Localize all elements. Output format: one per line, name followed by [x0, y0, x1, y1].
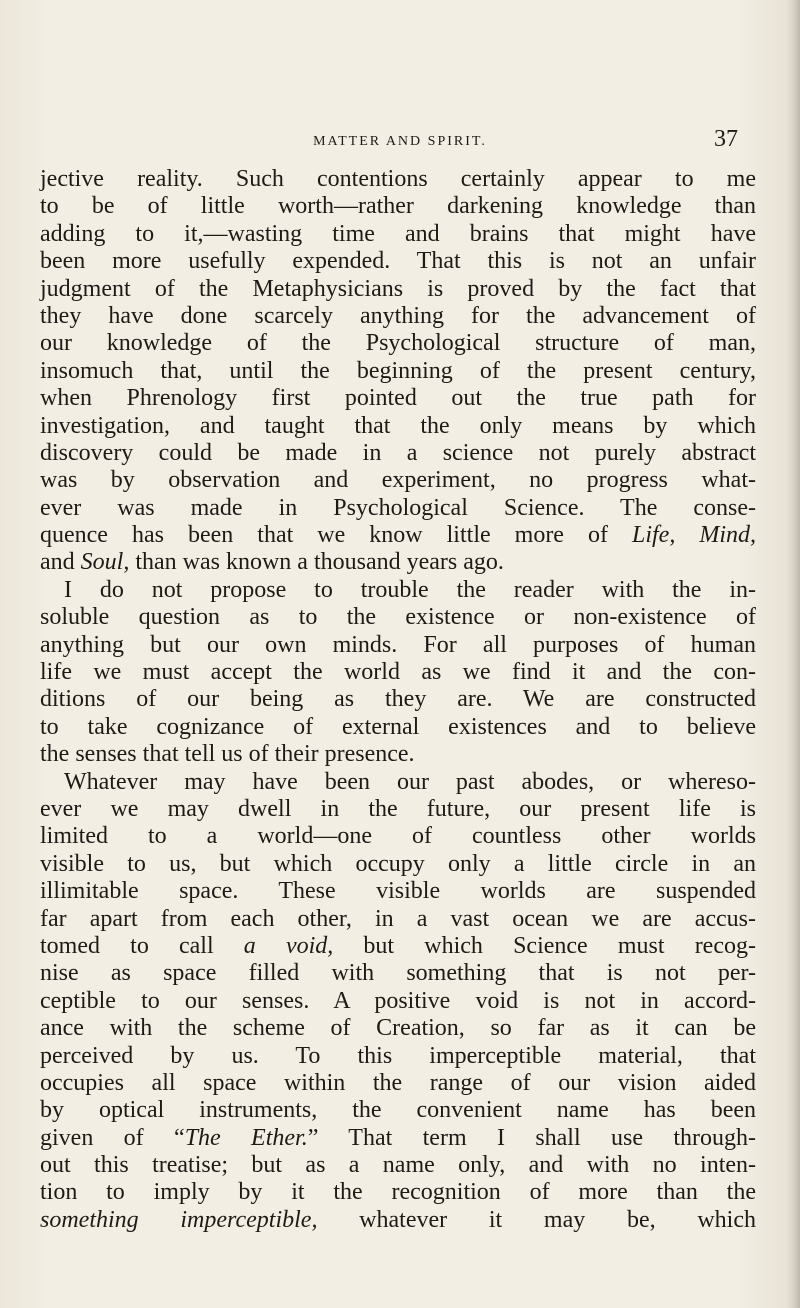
text-line: ance with the scheme of Creation, so far as it can be: [40, 1015, 756, 1042]
page-number: 37: [714, 126, 738, 152]
text-line: to be of little worth—rather darkening knowledge than: [40, 193, 756, 220]
italic-text: Soul,: [80, 549, 130, 576]
text-line: to take cognizance of external existences and to believe: [40, 713, 756, 740]
text-line: adding to it,—wasting time and brains that might have: [40, 220, 756, 247]
text-line: nise as space filled with something that is not per-: [40, 960, 756, 987]
text-line: limited to a world—one of countless other worlds: [40, 823, 756, 850]
text-line: insomuch that, until the beginning of the present century,: [40, 357, 756, 384]
italic-text: something imperceptible,: [40, 1206, 318, 1233]
text-line: tion to imply by it the recognition of more than the: [40, 1179, 756, 1206]
text-line: ever we may dwell in the future, our present life is: [40, 795, 756, 822]
text-line: tomed to call a void, but which Science must recog-: [40, 932, 756, 959]
text-line: was by observation and experiment, no progress what-: [40, 467, 756, 494]
text-line: visible to us, but which occupy only a little circle in an: [40, 850, 756, 877]
text-line: far apart from each other, in a vast ocean we are accus-: [40, 905, 756, 932]
running-title: MATTER AND SPIRIT.: [313, 134, 487, 149]
running-head: [60, 126, 740, 156]
text-line: something imperceptible, whatever it may be, which: [40, 1206, 756, 1233]
text-line: they have done scarcely anything for the advancement of: [40, 302, 756, 329]
body-text: [40, 166, 756, 1234]
text-line: ceptible to our senses. A positive void is not in accord-: [40, 987, 756, 1014]
text-line: ditions of our being as they are. We are constructed: [40, 686, 756, 713]
italic-text: The Ether.: [184, 1124, 308, 1151]
text-line: anything but our own minds. For all purposes of human: [40, 631, 756, 658]
text-line: by optical instruments, the convenient name has been: [40, 1097, 756, 1124]
text-line: investigation, and taught that the only means by which: [40, 412, 756, 439]
text-line: judgment of the Metaphysicians is proved by the fact that: [40, 275, 756, 302]
text-line: given of “The Ether.” That term I shall use through-: [40, 1124, 756, 1151]
text-line: our knowledge of the Psychological structure of man,: [40, 330, 756, 357]
text-line: life we must accept the world as we find it and the con-: [40, 659, 756, 686]
text-line: jective reality. Such contentions certainly appear to me: [40, 166, 756, 192]
page-edge-shadow: [786, 0, 800, 1308]
text-line: perceived by us. To this imperceptible material, that: [40, 1042, 756, 1069]
text-line: and Soul, than was known a thousand years ago.: [40, 549, 504, 576]
text-line: Whatever may have been our past abodes, or whereso-: [64, 768, 756, 795]
text-line: ever was made in Psychological Science. The conse-: [40, 494, 756, 521]
text-line: occupies all space within the range of our vision aided: [40, 1069, 756, 1096]
italic-text: a void,: [243, 932, 334, 959]
text-line: discovery could be made in a science not purely abstract: [40, 439, 756, 466]
text-line: I do not propose to trouble the reader with the in-: [64, 576, 756, 603]
text-line: the senses that tell us of their presence.: [40, 741, 415, 768]
text-line: soluble question as to the existence or non-existence of: [40, 604, 756, 631]
text-line: out this treatise; but as a name only, and with no inten-: [40, 1152, 756, 1179]
text-line: illimitable space. These visible worlds are suspended: [40, 878, 756, 905]
italic-text: Life, Mind,: [631, 522, 756, 549]
text-line: when Phrenology first pointed out the true path for: [40, 385, 756, 412]
text-line: quence has been that we know little more of Life, Mind,: [40, 522, 756, 549]
text-line: been more usefully expended. That this is not an unfair: [40, 248, 756, 275]
